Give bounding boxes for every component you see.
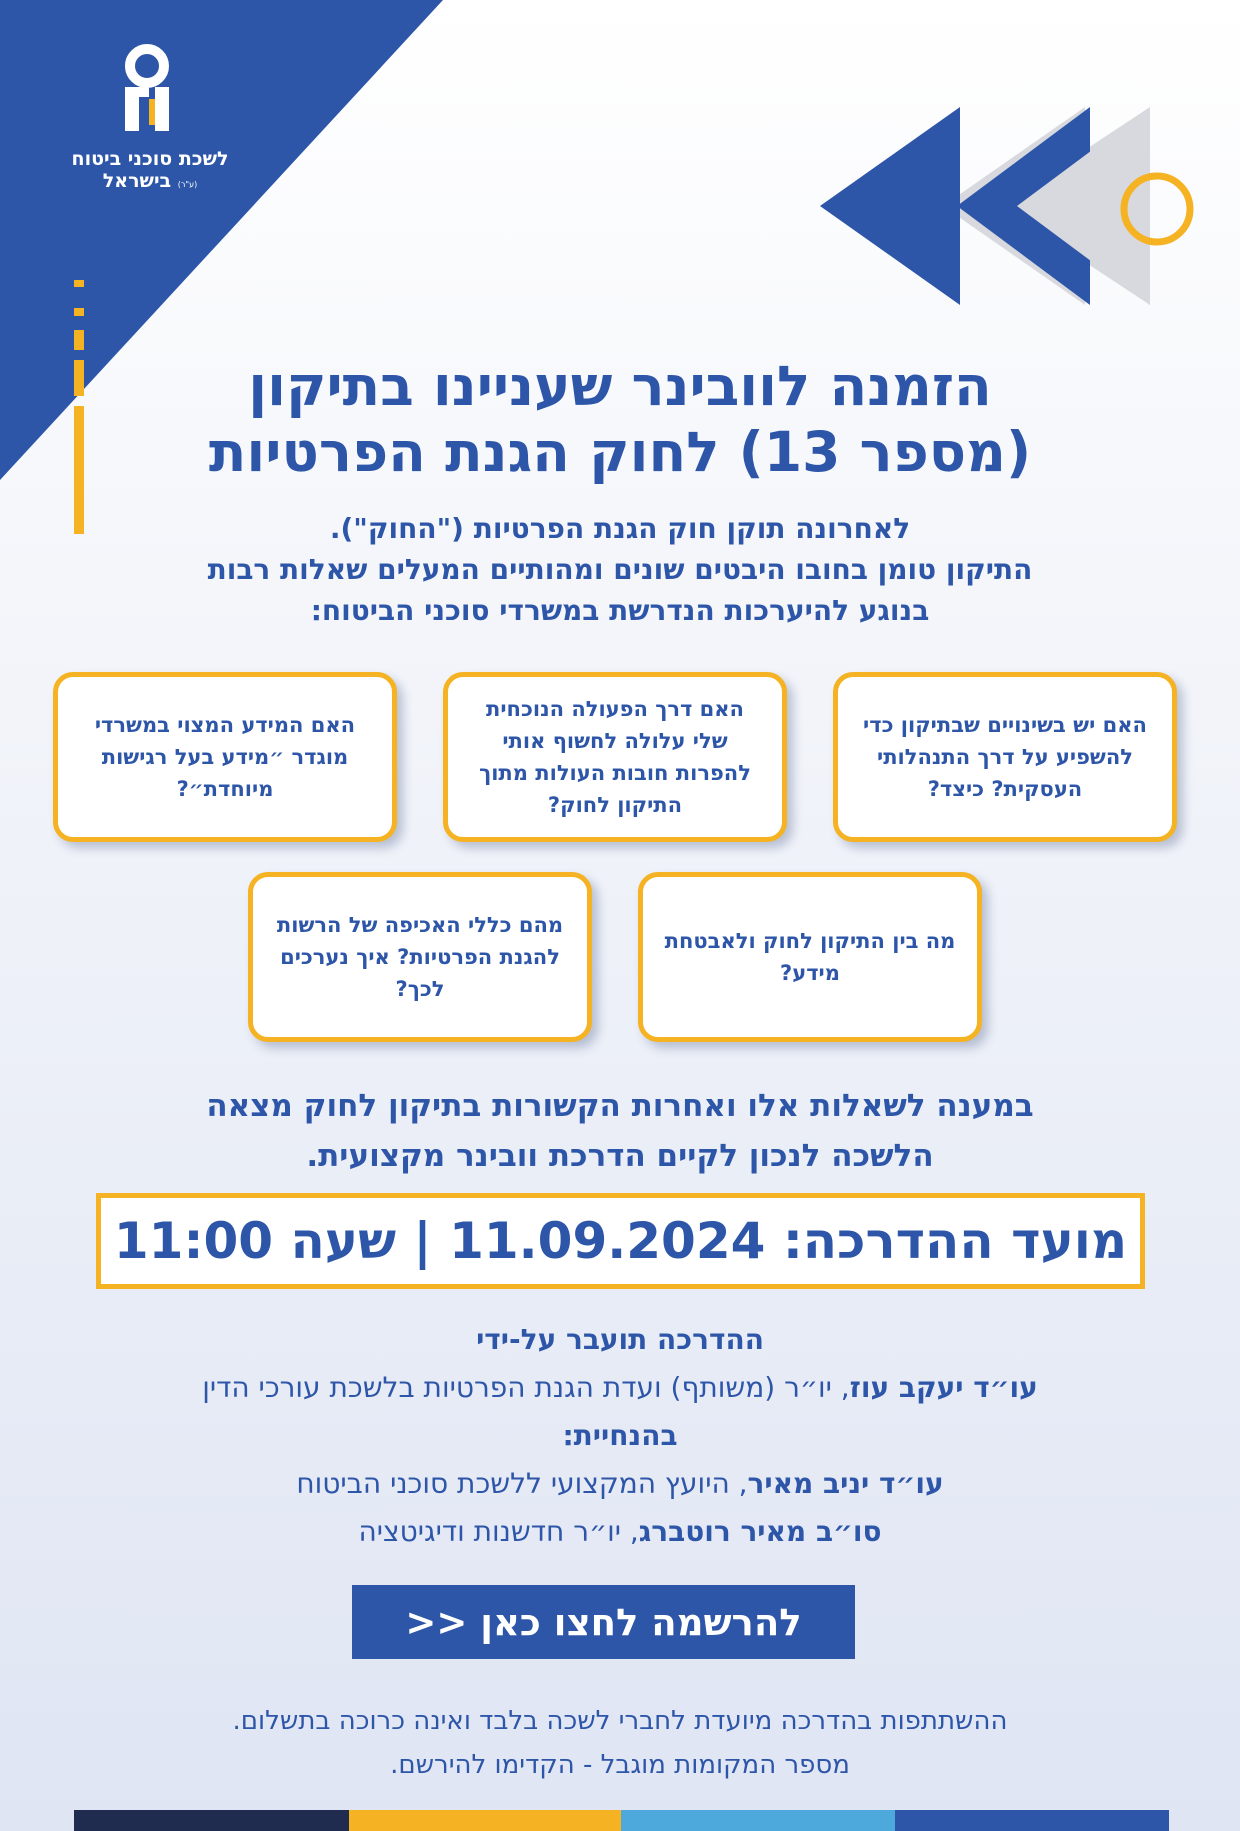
speakers-section <box>90 1316 1150 1556</box>
question-text: מה בין התיקון לחוק ולאבטחת מידע? <box>664 929 956 985</box>
intro-line3: בנוגע להיערכות הנדרשת במשרדי סוכני הביטוח: <box>310 594 930 627</box>
intro-line2: התיקון טומן בחובו היבטים שונים ומהותיים המעלים שאלות רבות <box>207 553 1033 586</box>
footer-bar-navy <box>74 1810 349 1831</box>
speaker2-name: עו״ד יניב מאיר <box>747 1467 944 1500</box>
logo-text <box>40 148 260 196</box>
speakers-heading: ההדרכה תועבר על-ידי <box>476 1323 764 1356</box>
title-line1: הזמנה לוובינר שעניינו בתיקון <box>248 354 992 418</box>
question-text: מהם כללי האכיפה של הרשות להגנת הפרטיות? איך נערכים לכך? <box>276 913 564 1001</box>
question-card-4 <box>638 872 982 1042</box>
footer-note <box>90 1699 1150 1787</box>
accent-dashed-line <box>74 280 86 540</box>
question-text: האם המידע המצוי במשרדי מוגדר ״מידע בעל רגישות מיוחדת״? <box>94 713 356 801</box>
footer-bar-yellow <box>349 1810 621 1831</box>
footer-line2: מספר המקומות מוגבל - הקדימו להירשם. <box>390 1750 850 1780</box>
question-text: האם דרך הפעולה הנוכחית שלי עלולה לחשוף אותי להפרות חובות העולות מתוך התיקון לחוק? <box>479 697 751 817</box>
title-line2: (מספר 13) לחוק הגנת הפרטיות <box>208 420 1032 484</box>
register-button-label: להרשמה לחצו כאן << <box>405 1600 802 1644</box>
question-card-3 <box>53 672 397 842</box>
register-button[interactable] <box>352 1585 855 1659</box>
question-card-5 <box>248 872 592 1042</box>
logo-line1: לשכת סוכני ביטוח <box>71 148 229 170</box>
speaker2-role: , היועץ המקצועי ללשכת סוכני הביטוח <box>296 1467 748 1500</box>
answer-line2: הלשכה לנכון לקיים הדרכת וובינר מקצועית. <box>306 1138 934 1174</box>
speaker3-name: סו״ב מאיר רוטברג <box>638 1515 882 1548</box>
footer-bar-blue <box>895 1810 1169 1831</box>
question-text: האם יש בשינויים שבתיקון כדי להשפיע על דרך התנהלותי העסקית? כיצד? <box>863 713 1147 801</box>
page-title <box>110 353 1130 485</box>
footer-bar-lightblue <box>621 1810 895 1831</box>
speaker1-role: , יו״ר (משותף) ועדת הגנת הפרטיות בלשכת עורכי הדין <box>202 1371 850 1404</box>
guidance-label: בהנחיית: <box>562 1419 678 1452</box>
schedule-box <box>96 1193 1145 1289</box>
intro-line1: לאחרונה תוקן חוק הגנת הפרטיות ("החוק"). <box>329 512 911 545</box>
answer-line1: במענה לשאלות אלו ואחרות הקשורות בתיקון לחוק מצאה <box>206 1088 1034 1124</box>
logo-line2: בישראל <box>102 170 172 192</box>
speaker3-role: , יו״ר חדשנות ודיגיטציה <box>358 1515 639 1548</box>
footer-line1: ההשתתפות בהדרכה מיועדת לחברי לשכה בלבד ואינה כרוכה בתשלום. <box>232 1706 1008 1736</box>
intro-text <box>70 508 1170 631</box>
question-card-2 <box>443 672 787 842</box>
question-card-1 <box>833 672 1177 842</box>
speaker1-name: עו״ד יעקב עוז <box>849 1371 1038 1404</box>
logo-suffix: (ע"ר) <box>177 180 198 189</box>
chevron-arrows-icon <box>820 105 1210 310</box>
answer-text <box>90 1081 1150 1181</box>
schedule-text: מועד ההדרכה: 11.09.2024 | שעה 11:00 <box>113 1212 1128 1270</box>
